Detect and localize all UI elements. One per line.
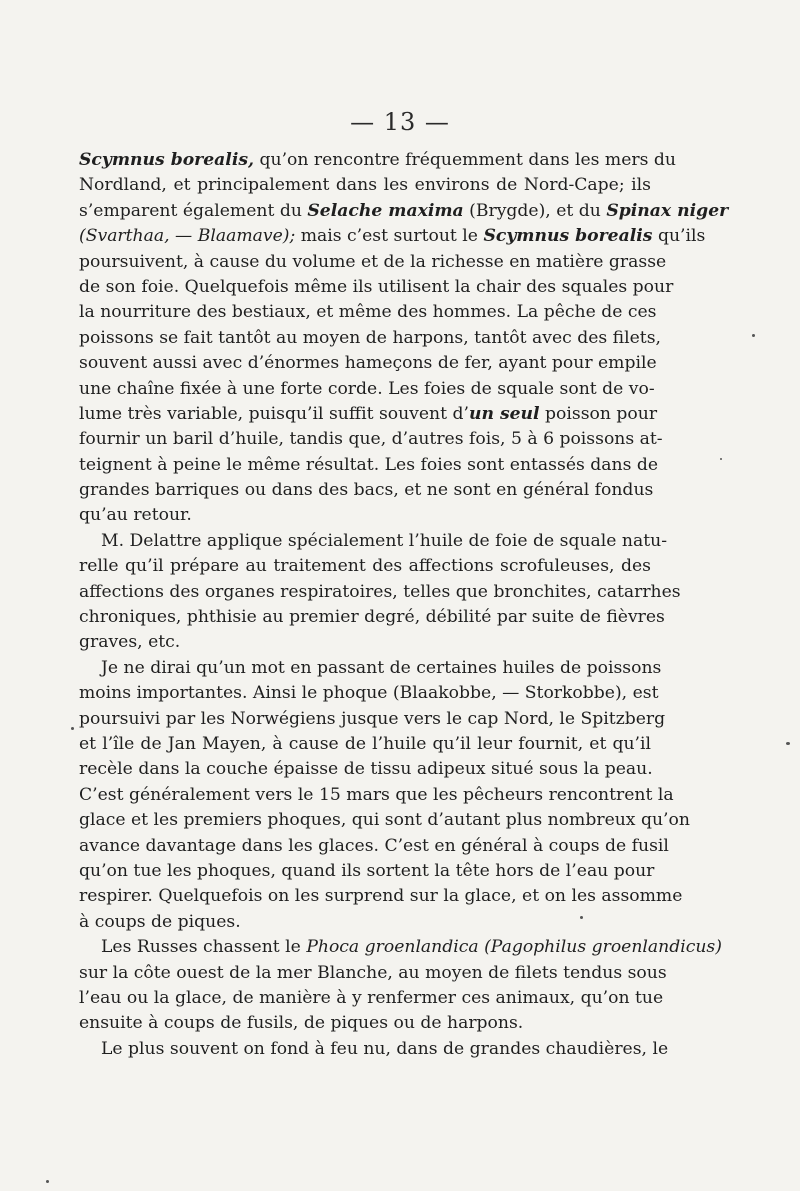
text-line	[79, 605, 665, 630]
text-run: (Brygde), et du	[463, 200, 607, 221]
text-line	[79, 630, 651, 655]
italic-term: (Svarthaa, — Blaamave);	[79, 226, 296, 247]
text-line	[79, 783, 674, 808]
text-run: qu’ils	[652, 226, 706, 247]
text-run: ensuite à coups de fusils, de piques ou de harpons.	[79, 1013, 524, 1034]
text-run: et l’île de Jan Mayen, à cause de l’huile qu’il leur fournit, et qu’il	[79, 733, 651, 754]
text-run: l’eau ou la glace, de manière à y renfermer ces animaux, qu’on tue	[79, 987, 664, 1008]
scan-speck	[720, 458, 722, 460]
italic-term: Scymnus borealis,	[79, 150, 255, 170]
text-run: lume très variable, puisqu’il suffit souvent d’	[79, 403, 469, 424]
scan-speck	[71, 727, 74, 730]
text-run: M. Delattre applique spécialement l’huile de foie de squale natu-	[101, 530, 667, 551]
text-line	[79, 427, 663, 452]
text-run: poissons se fait tantôt au moyen de harpons, tantôt avec des filets,	[79, 327, 661, 348]
text-run: teignent à peine le même résultat. Les foies sont entassés dans de	[79, 454, 659, 475]
text-line	[79, 275, 674, 300]
text-line	[79, 656, 662, 681]
italic-term: un seul	[468, 403, 540, 424]
text-run: poursuivent, à cause du volume et de la richesse en matière grasse	[79, 251, 667, 272]
italic-term: Scymnus borealis	[483, 226, 653, 247]
text-run: Les Russes chassent le	[101, 937, 307, 958]
scan-speck	[580, 916, 583, 919]
body-text	[79, 148, 729, 1062]
text-run: Le plus souvent on fond à feu nu, dans de grandes chaudières, le	[101, 1038, 669, 1059]
text-line	[79, 757, 651, 782]
text-line	[79, 910, 651, 935]
text-line	[79, 503, 651, 528]
text-line	[79, 986, 664, 1011]
text-run: mais c’est surtout le	[295, 226, 484, 247]
text-run: poursuivi par les Norwégiens jusque vers le cap Nord, le Spitzberg	[79, 708, 666, 729]
text-line	[79, 173, 651, 198]
text-run: qu’au retour.	[79, 505, 192, 526]
text-run: de son foie. Quelquefois même ils utilisent la chair des squales pour	[79, 276, 674, 297]
text-line	[79, 351, 657, 376]
text-line	[79, 402, 658, 427]
text-line	[79, 834, 669, 859]
text-line	[79, 580, 681, 605]
text-line	[79, 961, 667, 986]
text-run: recèle dans la couche épaisse de tissu adipeux situé sous la peau.	[79, 759, 653, 780]
italic-term: Phoca groenlandica (Pagophilus groenlandicus)	[306, 937, 722, 958]
text-line	[79, 1011, 651, 1036]
text-run: à coups de piques.	[79, 911, 241, 932]
scan-speck	[786, 742, 790, 745]
text-line	[79, 732, 651, 757]
text-run: une chaîne fixée à une forte corde. Les foies de squale sont de vo-	[79, 378, 655, 399]
italic-term: Selache maxima	[307, 200, 464, 221]
italic-term: Spinax niger	[606, 200, 729, 221]
text-run: qu’on rencontre fréquemment dans les mers du	[254, 150, 676, 170]
text-line	[79, 707, 666, 732]
text-run: graves, etc.	[79, 632, 181, 653]
text-line	[79, 935, 722, 960]
text-run: souvent aussi avec d’énormes hameçons de fer, ayant pour empile	[79, 353, 657, 374]
text-run: chroniques, phthisie au premier degré, débilité par suite de fièvres	[79, 607, 665, 628]
text-line	[79, 884, 683, 909]
page-number: — 13 —	[350, 108, 450, 136]
text-line	[79, 250, 667, 275]
text-line	[79, 554, 651, 579]
text-run: qu’on tue les phoques, quand ils sortent la tête hors de l’eau pour	[79, 860, 655, 881]
text-run: la nourriture des bestiaux, et même des hommes. La pêche de ces	[79, 302, 657, 323]
text-line	[79, 224, 706, 249]
text-line	[79, 1037, 669, 1062]
text-run: poisson pour	[539, 403, 658, 424]
text-line	[79, 453, 659, 478]
text-run: affections des organes respiratoires, telles que bronchites, catarrhes	[79, 581, 681, 602]
text-run: s’emparent également du	[79, 200, 308, 221]
text-run: avance davantage dans les glaces. C’est en général à coups de fusil	[79, 835, 669, 856]
text-run: C’est généralement vers le 15 mars que les pêcheurs rencontrent la	[79, 784, 674, 805]
text-run: fournir un baril d’huile, tandis que, d’autres fois, 5 à 6 poissons at-	[79, 429, 663, 450]
text-run: relle qu’il prépare au traitement des affections scrofuleuses, des	[79, 556, 651, 577]
text-run: respirer. Quelquefois on les surprend sur la glace, et on les assomme	[79, 886, 683, 907]
text-run: glace et les premiers phoques, qui sont d’autant plus nombreux qu’on	[79, 810, 690, 831]
text-line	[79, 529, 667, 554]
text-line	[79, 199, 729, 224]
text-line	[79, 859, 655, 884]
text-line	[79, 478, 654, 503]
text-line	[79, 326, 661, 351]
text-run: Nordland, et principalement dans les environs de Nord-Cape; ils	[79, 175, 651, 196]
text-run: Je ne dirai qu’un mot en passant de certaines huiles de poissons	[101, 657, 662, 678]
text-run: sur la côte ouest de la mer Blanche, au moyen de filets tendus sous	[79, 962, 667, 983]
text-run: grandes barriques ou dans des bacs, et ne sont en général fondus	[79, 480, 654, 501]
text-run: moins importantes. Ainsi le phoque (Blaakobbe, — Storkobbe), est	[79, 683, 659, 704]
text-line	[79, 681, 659, 706]
text-line	[79, 808, 690, 833]
text-line	[79, 300, 657, 325]
scan-speck	[752, 334, 755, 337]
text-line	[79, 148, 676, 173]
text-line	[79, 377, 655, 402]
scan-speck	[46, 1180, 49, 1183]
